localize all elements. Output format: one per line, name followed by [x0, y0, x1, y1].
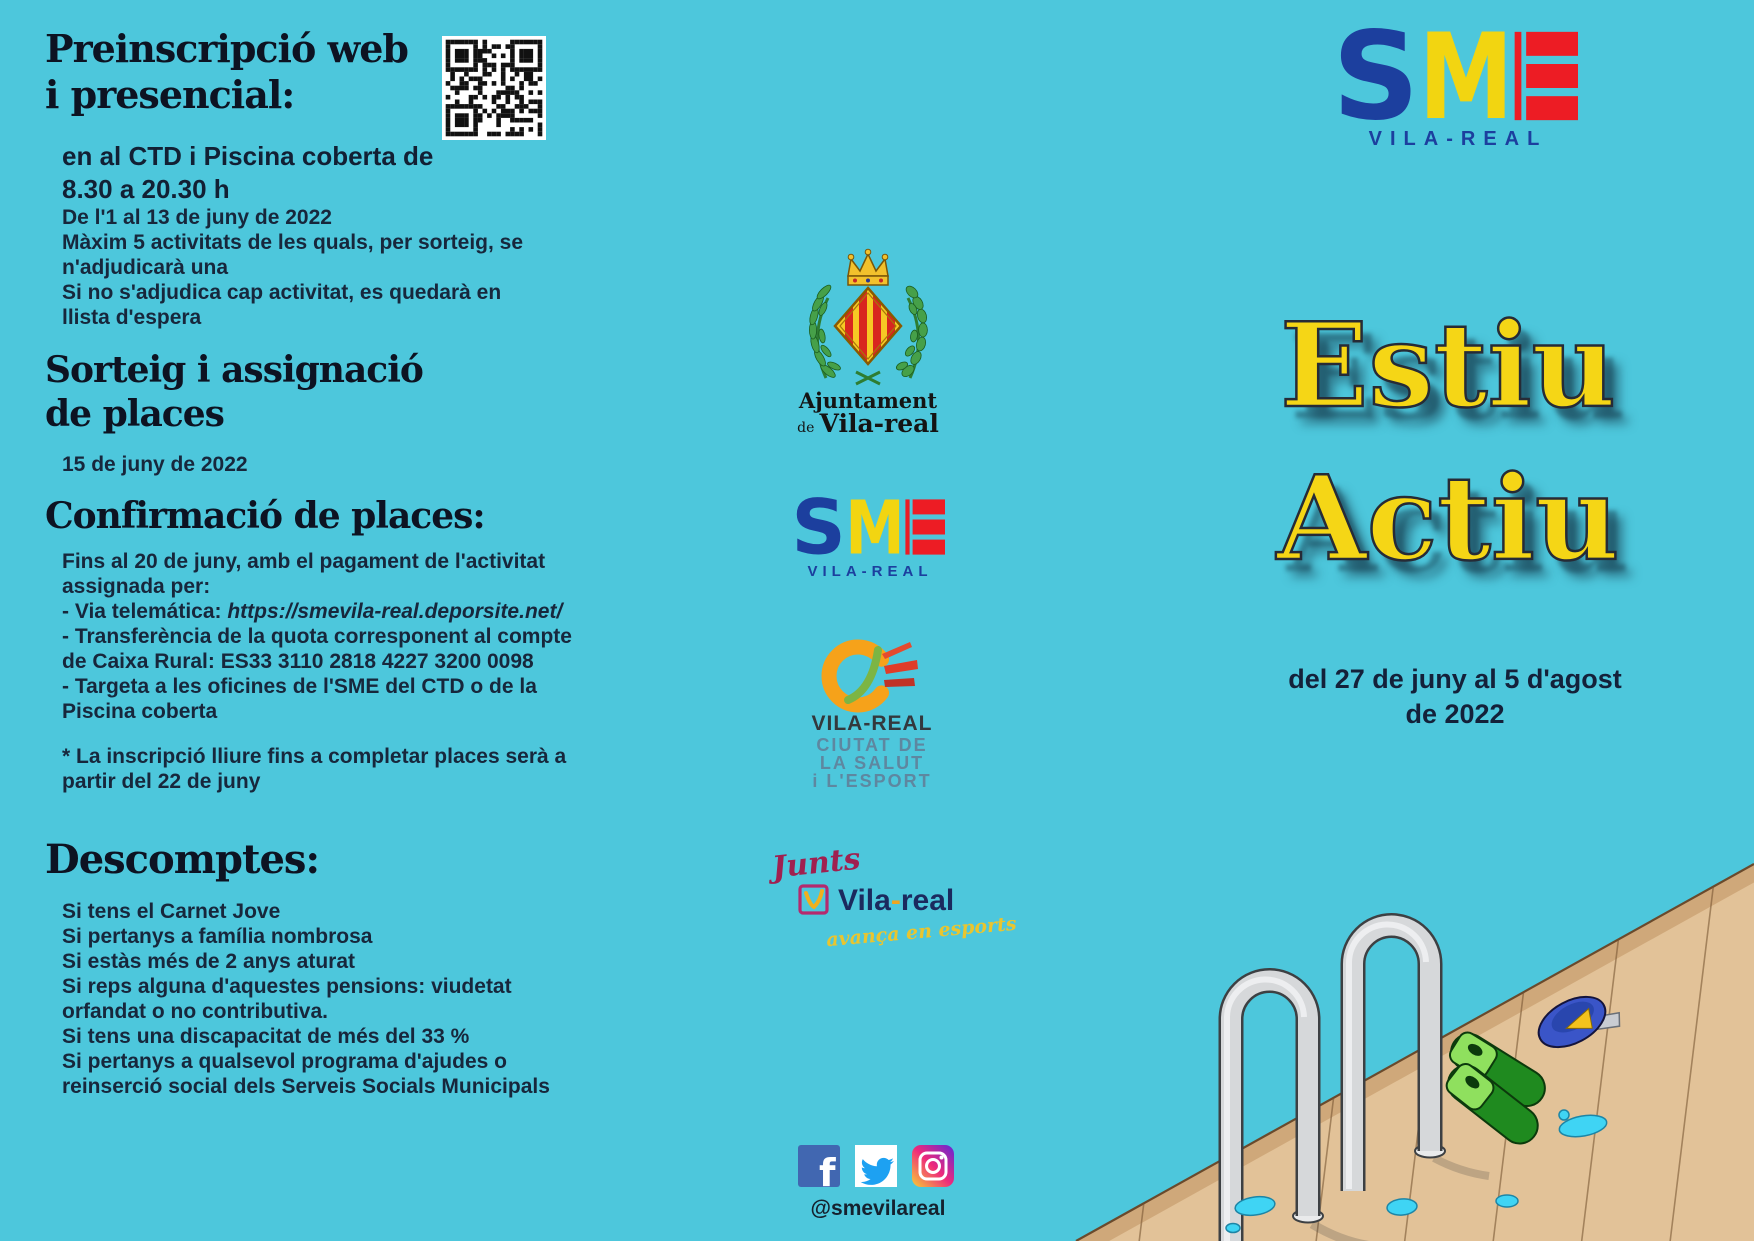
list-item: Si tens el Carnet Jove — [62, 900, 281, 923]
event-dates — [1185, 662, 1725, 732]
subtitle-line: en al CTD i Piscina coberta de — [62, 141, 434, 171]
date-line: de 2022 — [1405, 699, 1505, 729]
title-line: de places — [45, 393, 224, 435]
hyphen: - — [890, 884, 901, 917]
text-line: - Targeta a les oficines de l'SME del CTD o de la — [62, 675, 537, 698]
junts-script-label: Junts — [770, 841, 863, 886]
cse-logo — [820, 634, 924, 714]
sorteig-date: 15 de juny de 2022 — [62, 453, 248, 476]
cse-line2: LA SALUT — [819, 753, 925, 773]
list-item: reinserció social dels Serveis Socials Municipals — [62, 1075, 550, 1098]
sme-wordmark-large: VILA-REAL — [1368, 128, 1548, 150]
text-line: Si no s'adjudica cap activitat, es quedarà en — [62, 281, 502, 304]
vila-real-label — [768, 409, 968, 438]
title-line: Sorteig i assignació — [45, 349, 423, 391]
descomptes-list — [62, 899, 550, 1099]
ajuntament-label: Ajuntament — [798, 388, 938, 413]
pool-illustration — [1050, 820, 1754, 1241]
lozenge-shield — [835, 288, 901, 364]
section-title-preinscripcio — [45, 26, 408, 118]
text-line: partir del 22 de juny — [62, 770, 261, 793]
twitter-icon[interactable] — [855, 1145, 897, 1187]
text-line: De l'1 al 13 de juny de 2022 — [62, 206, 332, 229]
cse-line1: CIUTAT DE — [816, 735, 928, 755]
cse-city-label: VILA-REAL — [811, 712, 933, 735]
preinscripcio-details — [62, 205, 523, 330]
preinscripcio-subtitle — [62, 140, 433, 206]
name-part: Vila — [838, 884, 891, 917]
list-item: Si tens una discapacitat de més del 33 % — [62, 1025, 470, 1048]
list-item: Si pertanys a qualsevol programa d'ajudes o — [62, 1050, 507, 1073]
free-enrollment-note — [62, 744, 566, 794]
text-line: Màxim 5 activitats de les quals, per sorteig, se — [62, 231, 524, 254]
text-line: assignada per: — [62, 575, 211, 598]
list-item: Si estàs més de 2 anys aturat — [62, 950, 355, 973]
deporsite-url[interactable]: https://smevila-real.deporsite.net/ — [227, 600, 563, 623]
svg-text:f: f — [819, 1151, 836, 1187]
title-estiu: Estiu — [1280, 298, 1616, 434]
list-item: orfandat o no contributiva. — [62, 1000, 328, 1023]
red-strokes — [882, 642, 918, 687]
section-title-descomptes: Descomptes: — [45, 836, 320, 883]
text-line: n'adjudicarà una — [62, 256, 229, 279]
list-item: Si reps alguna d'aquestes pensions: viudetat — [62, 975, 512, 998]
text-line: Fins al 20 de juny, amb el pagament de l'activitat — [62, 550, 546, 573]
de-prefix: de — [797, 420, 815, 436]
list-item: Si pertanys a família nombrosa — [62, 925, 373, 948]
crown-icon — [848, 249, 888, 285]
sme-logo — [795, 497, 945, 557]
cse-line3: i L'ESPORT — [812, 771, 932, 791]
text-line: - Transferència de la quota corresponent al compte — [62, 625, 572, 648]
bank-account-line: de Caixa Rural: ES33 3110 2818 4227 3200 0098 — [62, 650, 534, 673]
junts-tagline: avança en esports — [825, 912, 1018, 952]
text-line: Piscina coberta — [62, 700, 218, 723]
title-line: i presencial: — [45, 72, 295, 117]
social-handle[interactable]: @smevilareal — [810, 1197, 946, 1220]
text-line — [62, 599, 572, 624]
name-part: real — [900, 884, 955, 917]
text-line: * La inscripció lliure fins a completar places serà a — [62, 745, 567, 768]
junts-vila-real-label — [838, 884, 954, 918]
vila-real-coat-of-arms — [798, 246, 938, 391]
vila-real-name: Vila-real — [819, 409, 939, 438]
instagram-icon[interactable] — [912, 1145, 954, 1187]
junts-check-icon — [798, 884, 829, 915]
qr-code — [442, 36, 546, 140]
title-actiu: Actiu — [1276, 451, 1620, 587]
facebook-icon[interactable] — [798, 1145, 840, 1187]
text-line: llista d'espera — [62, 306, 202, 329]
brochure-title — [1168, 290, 1728, 596]
sme-logo-large — [1338, 28, 1578, 124]
subtitle-line: 8.30 a 20.30 h — [62, 174, 230, 204]
section-title-confirmacio: Confirmació de places: — [45, 495, 485, 537]
title-line: Preinscripció web — [45, 26, 408, 71]
date-line: del 27 de juny al 5 d'agost — [1288, 664, 1622, 694]
sme-wordmark: VILA-REAL — [807, 563, 933, 580]
confirmacio-details — [62, 549, 572, 724]
via-label: - Via telemática: — [62, 600, 228, 623]
section-title-sorteig — [45, 348, 423, 436]
